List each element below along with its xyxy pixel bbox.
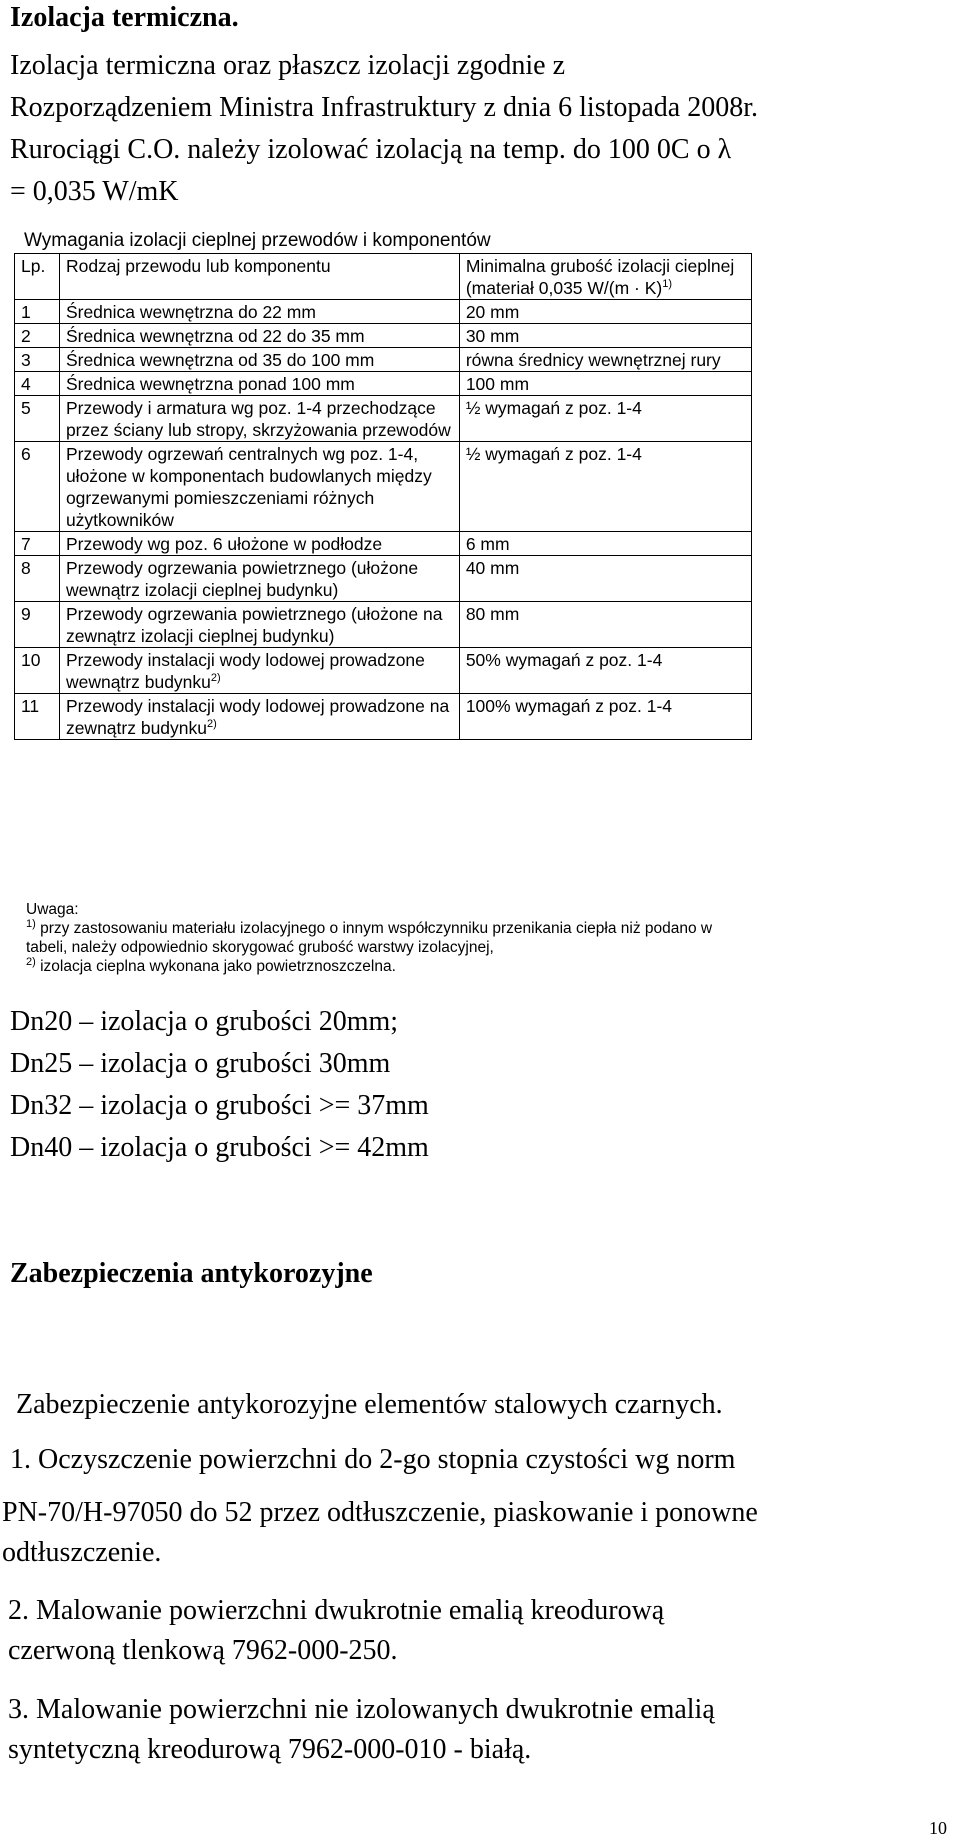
table-row xyxy=(15,348,752,372)
cell-type: Przewody ogrzewania powietrznego (ułożone na zewnątrz izolacji cieplnej budynku) xyxy=(59,602,459,648)
intro-line: Rozporządzeniem Ministra Infrastruktury z dnia 6 listopada 2008r. xyxy=(10,92,759,123)
table-row xyxy=(15,532,752,556)
cell-type: Przewody i armatura wg poz. 1-4 przechodzące przez ściany lub stropy, skrzyżowania przewodów xyxy=(59,396,459,442)
cell-lp: 3 xyxy=(15,348,60,372)
list-item-2: 2. Malowanie powierzchni dwukrotnie emalią kreodurową xyxy=(8,1595,665,1626)
cell-thickness: 100 mm xyxy=(459,372,751,396)
scanned-table-image xyxy=(12,230,794,965)
cell-lp: 5 xyxy=(15,396,60,442)
table-row xyxy=(15,300,752,324)
section-lead: Zabezpieczenie antykorozyjne elementów stalowych czarnych. xyxy=(16,1389,723,1420)
table-row xyxy=(15,602,752,648)
cell-lp: 1 xyxy=(15,300,60,324)
header-thickness: Minimalna grubość izolacji cieplnej (materiał 0,035 $W/(m \cdot K)^{1)}$ xyxy=(459,254,751,300)
intro-line: Rurociągi C.O. należy izolować izolacją na temp. do 100 0C o λ xyxy=(10,134,732,165)
cell-thickness: 100% wymagań z poz. 1-4 xyxy=(459,694,751,740)
cell-thickness: 50% wymagań z poz. 1-4 xyxy=(459,648,751,694)
list-item-2-cont: czerwoną tlenkową 7962-000-250. xyxy=(8,1635,398,1666)
dn-line: Dn32 – izolacja o grubości >= 37mm xyxy=(10,1090,429,1121)
cell-lp: 10 xyxy=(15,648,60,694)
cell-thickness: równa średnicy wewnętrznej rury xyxy=(459,348,751,372)
dn-line: Dn20 – izolacja o grubości 20mm; xyxy=(10,1006,399,1037)
cell-thickness: 30 mm xyxy=(459,324,751,348)
page-number: 10 xyxy=(929,1818,947,1838)
cell-lp: 2 xyxy=(15,324,60,348)
table-row xyxy=(15,648,752,694)
list-item-1-cont: PN-70/H-97050 do 52 przez odtłuszczenie, piaskowanie i ponowne xyxy=(2,1497,758,1528)
footnote-mark: 2) xyxy=(207,718,217,731)
cell-type: Średnica wewnętrzna od 22 do 35 mm xyxy=(59,324,459,348)
list-item-1: 1. Oczyszczenie powierzchni do 2-go stopnia czystości wg norm xyxy=(10,1444,736,1475)
cell-lp: 6 xyxy=(15,442,60,532)
table-header-row xyxy=(15,254,752,300)
cell-thickness: 20 mm xyxy=(459,300,751,324)
cell-type: Średnica wewnętrzna do 22 mm xyxy=(59,300,459,324)
header-type: Rodzaj przewodu lub komponentu xyxy=(59,254,459,300)
cell-lp: 9 xyxy=(15,602,60,648)
section-heading-thermal-insulation: Izolacja termiczna. xyxy=(10,2,239,33)
cell-lp: 7 xyxy=(15,532,60,556)
table-row xyxy=(15,694,752,740)
table-row xyxy=(15,556,752,602)
table-row xyxy=(15,396,752,442)
table-caption: Wymagania izolacji cieplnej przewodów i komponentów xyxy=(24,230,491,251)
cell-thickness: ½ wymagań z poz. 1-4 xyxy=(459,396,751,442)
cell-lp: 11 xyxy=(15,694,60,740)
cell-thickness: 6 mm xyxy=(459,532,751,556)
list-item-3: 3. Malowanie powierzchni nie izolowanych dwukrotnie emalią xyxy=(8,1694,715,1725)
section-heading-anticorrosion: Zabezpieczenia antykorozyjne xyxy=(10,1258,373,1289)
list-item-3-cont: syntetyczną kreodurową 7962-000-010 - białą. xyxy=(8,1734,532,1765)
footnote-mark: 1) xyxy=(662,278,673,291)
cell-lp: 8 xyxy=(15,556,60,602)
dn-line: Dn40 – izolacja o grubości >= 42mm xyxy=(10,1132,429,1163)
cell-type: Średnica wewnętrzna od 35 do 100 mm xyxy=(59,348,459,372)
cell-thickness: 80 mm xyxy=(459,602,751,648)
cell-type: Przewody ogrzewań centralnych wg poz. 1-4, ułożone w komponentach budowlanych między ogrzewanymi pomieszczeniami różnych użytkowników xyxy=(59,442,459,532)
cell-type: Przewody wg poz. 6 ułożone w podłodze xyxy=(59,532,459,556)
insulation-requirements-table xyxy=(14,253,752,740)
cell-type: Średnica wewnętrzna ponad 100 mm xyxy=(59,372,459,396)
intro-line: = 0,035 W/mK xyxy=(10,176,179,207)
cell-lp: 4 xyxy=(15,372,60,396)
list-item-1-cont: odtłuszczenie. xyxy=(2,1537,162,1568)
table-row xyxy=(15,324,752,348)
header-lp: Lp. xyxy=(15,254,60,300)
table-note-1: $^{1)}$ przy zastosowaniu materiału izolacyjnego o innym współczynniku przenikania ciepła niż podano w xyxy=(26,917,713,937)
cell-type: Przewody instalacji wody lodowej prowadzone wewnątrz budynku$^{2)}$ xyxy=(59,648,459,694)
table-row xyxy=(15,372,752,396)
table-notes-title: Uwaga: xyxy=(26,901,79,918)
cell-type: Przewody ogrzewania powietrznego (ułożone wewnątrz izolacji cieplnej budynku) xyxy=(59,556,459,602)
cell-thickness: 40 mm xyxy=(459,556,751,602)
intro-line: Izolacja termiczna oraz płaszcz izolacji zgodnie z xyxy=(10,50,565,81)
dn-line: Dn25 – izolacja o grubości 30mm xyxy=(10,1048,391,1079)
footnote-mark: 2) xyxy=(210,672,221,685)
cell-thickness: ½ wymagań z poz. 1-4 xyxy=(459,442,751,532)
cell-type: Przewody instalacji wody lodowej prowadzone na zewnątrz budynku$^{2)}$ xyxy=(59,694,459,740)
table-row xyxy=(15,442,752,532)
table-note-1-cont: tabeli, należy odpowiednio skorygować grubość warstwy izolacyjnej, xyxy=(26,939,494,956)
table-note-2: $^{2)}$ izolacja cieplna wykonana jako powietrznoszczelna. xyxy=(26,955,396,975)
